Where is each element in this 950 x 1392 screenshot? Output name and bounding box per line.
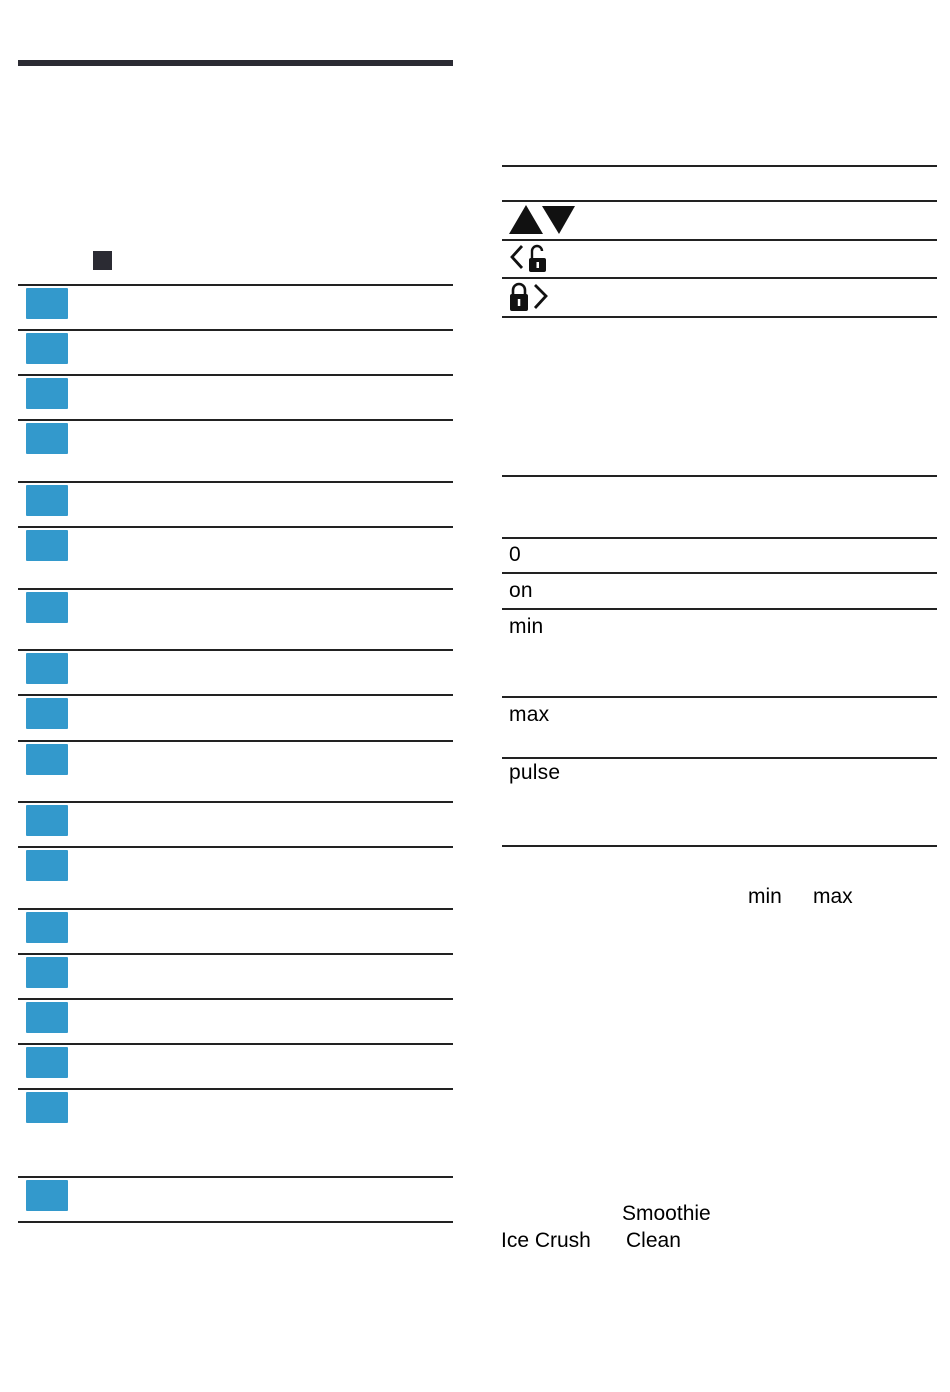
speed-setting-pulse: pulse xyxy=(509,761,561,784)
button-marker xyxy=(26,1002,68,1033)
button-marker xyxy=(26,1180,68,1211)
table-rule xyxy=(502,165,937,167)
speed-setting-0: 0 xyxy=(509,543,521,566)
table-rule xyxy=(18,284,453,286)
table-rule xyxy=(502,277,937,279)
lock-right-icon xyxy=(509,282,553,312)
button-marker xyxy=(26,653,68,684)
button-marker xyxy=(26,1092,68,1123)
table-rule xyxy=(18,1088,453,1090)
black-square-icon xyxy=(93,251,112,270)
table-rule xyxy=(502,475,937,477)
table-rule xyxy=(18,908,453,910)
button-marker xyxy=(26,288,68,319)
unlock-left-icon xyxy=(509,243,549,273)
table-rule xyxy=(18,953,453,955)
table-rule xyxy=(502,608,937,610)
table-rule xyxy=(502,537,937,539)
table-rule xyxy=(18,846,453,848)
button-marker xyxy=(26,805,68,836)
button-marker xyxy=(26,530,68,561)
program-smoothie: Smoothie xyxy=(622,1202,711,1225)
button-marker xyxy=(26,912,68,943)
table-rule xyxy=(18,1043,453,1045)
button-marker xyxy=(26,850,68,881)
button-marker xyxy=(26,1047,68,1078)
range-max-text: max xyxy=(813,885,853,908)
table-rule xyxy=(502,757,937,759)
table-rule xyxy=(18,526,453,528)
table-rule xyxy=(18,1176,453,1178)
up-down-triangles-icon xyxy=(509,205,577,235)
table-rule xyxy=(502,845,937,847)
range-min-text: min xyxy=(748,885,782,908)
speed-setting-on: on xyxy=(509,579,533,602)
table-rule xyxy=(18,649,453,651)
table-rule xyxy=(502,316,937,318)
table-rule xyxy=(18,329,453,331)
table-rule xyxy=(18,481,453,483)
table-rule xyxy=(18,588,453,590)
button-marker xyxy=(26,423,68,454)
button-marker xyxy=(26,698,68,729)
button-marker xyxy=(26,378,68,409)
table-rule xyxy=(18,740,453,742)
button-marker xyxy=(26,957,68,988)
table-rule xyxy=(502,200,937,202)
button-marker xyxy=(26,333,68,364)
table-rule xyxy=(502,572,937,574)
table-rule xyxy=(18,419,453,421)
speed-setting-max: max xyxy=(509,703,550,726)
button-marker xyxy=(26,485,68,516)
table-rule xyxy=(502,696,937,698)
button-marker xyxy=(26,592,68,623)
table-rule xyxy=(18,801,453,803)
table-rule xyxy=(18,1221,453,1223)
program-clean: Clean xyxy=(626,1229,681,1252)
table-rule xyxy=(18,374,453,376)
header-rule xyxy=(18,60,453,66)
table-rule xyxy=(18,694,453,696)
button-marker xyxy=(26,744,68,775)
table-rule xyxy=(18,998,453,1000)
speed-setting-min: min xyxy=(509,615,544,638)
table-rule xyxy=(502,239,937,241)
program-ice-crush: Ice Crush xyxy=(501,1229,591,1252)
